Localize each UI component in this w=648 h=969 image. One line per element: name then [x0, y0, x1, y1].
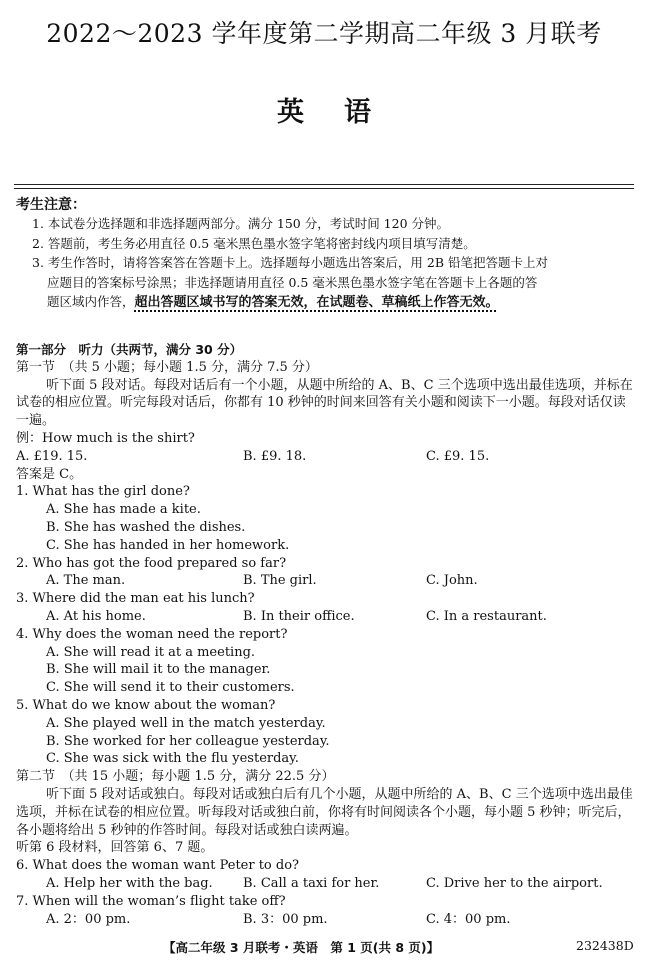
example-question: 例：How much is the shirt?: [16, 430, 195, 446]
question: 3. Where did the man eat his lunch?: [16, 591, 255, 607]
option-c: C. She has handed in her homework.: [46, 537, 290, 553]
footer-page-info: 【高二年级 3 月联考・英语 第 1 页(共 8 页)】: [163, 940, 440, 955]
option-a: A. The man.: [46, 573, 126, 589]
option-c: C. In a restaurant.: [426, 608, 547, 624]
option-b: B. The girl.: [243, 573, 317, 589]
notice-item: 1. 本试卷分选择题和非选择题两部分。满分 150 分，考试时间 120 分钟。: [32, 216, 450, 231]
section-heading: 第二节 （共 15 小题；每小题 1.5 分，满分 22.5 分）: [16, 769, 335, 785]
notice-block: [32, 214, 632, 313]
question: 1. What has the girl done?: [16, 484, 190, 500]
example-answer: 答案是 C。: [16, 466, 83, 482]
question: 2. Who has got the food prepared so far?: [16, 555, 287, 571]
notice-item: 3. 考生作答时，请将答案答在答题卡上。选择题每小题选出答案后，用 2B 铅笔把答题卡上对: [32, 255, 548, 270]
part-heading: 第一部分 听力（共两节，满分 30 分）: [16, 342, 243, 357]
option-c: C. John.: [426, 573, 478, 589]
notice-heading: 考生注意：: [16, 197, 86, 213]
options-row: [16, 911, 636, 929]
option-a: A. £19. 15.: [16, 448, 88, 464]
notice-item: 2. 答题前，考生务必用直径 0.5 毫米黑色墨水签字笔将密封线内项目填写清楚。: [32, 235, 476, 251]
option-c: C. 4：00 pm.: [426, 911, 511, 927]
divider: [14, 184, 634, 185]
material-note: 听第 6 段材料，回答第 6、7 题。: [16, 840, 214, 856]
option-a: A. Help her with the bag.: [46, 875, 213, 891]
footer-code: 232438D: [576, 938, 634, 953]
option-b: B. She worked for her colleague yesterday.: [46, 733, 330, 749]
question: 7. When will the woman’s flight take off?: [16, 893, 286, 909]
options-row: [16, 572, 636, 590]
notice-item: 应题目的答案标号涂黑；非选择题请用直径 0.5 毫米黑色墨水签字笔在答题卡上各题的答: [47, 274, 538, 290]
option-a: A. She has made a kite.: [46, 502, 201, 518]
option-a: A. 2：00 pm.: [46, 911, 131, 927]
option-b: B. Call a taxi for her.: [243, 875, 380, 891]
example-options: [16, 448, 636, 466]
question: 5. What do we know about the woman?: [16, 697, 276, 713]
subject-title: 英语: [277, 97, 411, 128]
option-b: B. She will mail it to the manager.: [46, 662, 271, 678]
option-c: C. She was sick with the flu yesterday.: [46, 751, 299, 767]
exam-title: 2022～2023 学年度第二学期高二年级 3 月联考: [46, 19, 602, 48]
option-a: A. She will read it at a meeting.: [46, 644, 256, 660]
notice-item-line: 题区域内作答，超出答题区域书写的答案无效，在试题卷、草稿纸上作答无效。: [47, 294, 499, 310]
divider: [14, 188, 634, 189]
option-c: C. She will send it to their customers.: [46, 680, 295, 696]
option-b: B. 3：00 pm.: [243, 911, 328, 927]
section-instructions: 听下面 5 段对话。每段对话后有一个小题，从题中所给的 A、B、C 三个选项中选出最佳选项，并标在试卷的相应位置。听完每段对话后，你都有 10 秒钟的时间来回答有关小题和阅读下一小题。每段对话仅读一遍。: [16, 377, 633, 429]
question: 4. Why does the woman need the report?: [16, 626, 288, 642]
option-b: B. In their office.: [243, 608, 355, 624]
question: 6. What does the woman want Peter to do?: [16, 858, 300, 874]
options-row: [16, 608, 636, 626]
section-instructions: 听下面 5 段对话或独白。每段对话或独白后有几个小题，从题中所给的 A、B、C 三个选项中选出最佳选项，并标在试卷的相应位置。听每段对话或独白前，你将有时间阅读各个小题，每小题 5 秒钟；听完后，各小题将给出 5 秒钟的作答时间。每段对话或独白读两遍。: [16, 786, 633, 838]
section-heading: 第一节 （共 5 小题；每小题 1.5 分，满分 7.5 分）: [16, 359, 318, 375]
option-a: A. She played well in the match yesterday.: [46, 715, 326, 731]
option-a: A. At his home.: [46, 608, 146, 624]
options-row: [16, 875, 636, 893]
notice-emphasis: 超出答题区域书写的答案无效，在试题卷、草稿纸上作答无效。: [134, 295, 499, 310]
option-b: B. She has washed the dishes.: [46, 519, 246, 535]
listening-part: [16, 341, 636, 928]
option-c: C. £9. 15.: [426, 448, 490, 464]
option-c: C. Drive her to the airport.: [426, 875, 603, 891]
option-b: B. £9. 18.: [243, 448, 307, 464]
